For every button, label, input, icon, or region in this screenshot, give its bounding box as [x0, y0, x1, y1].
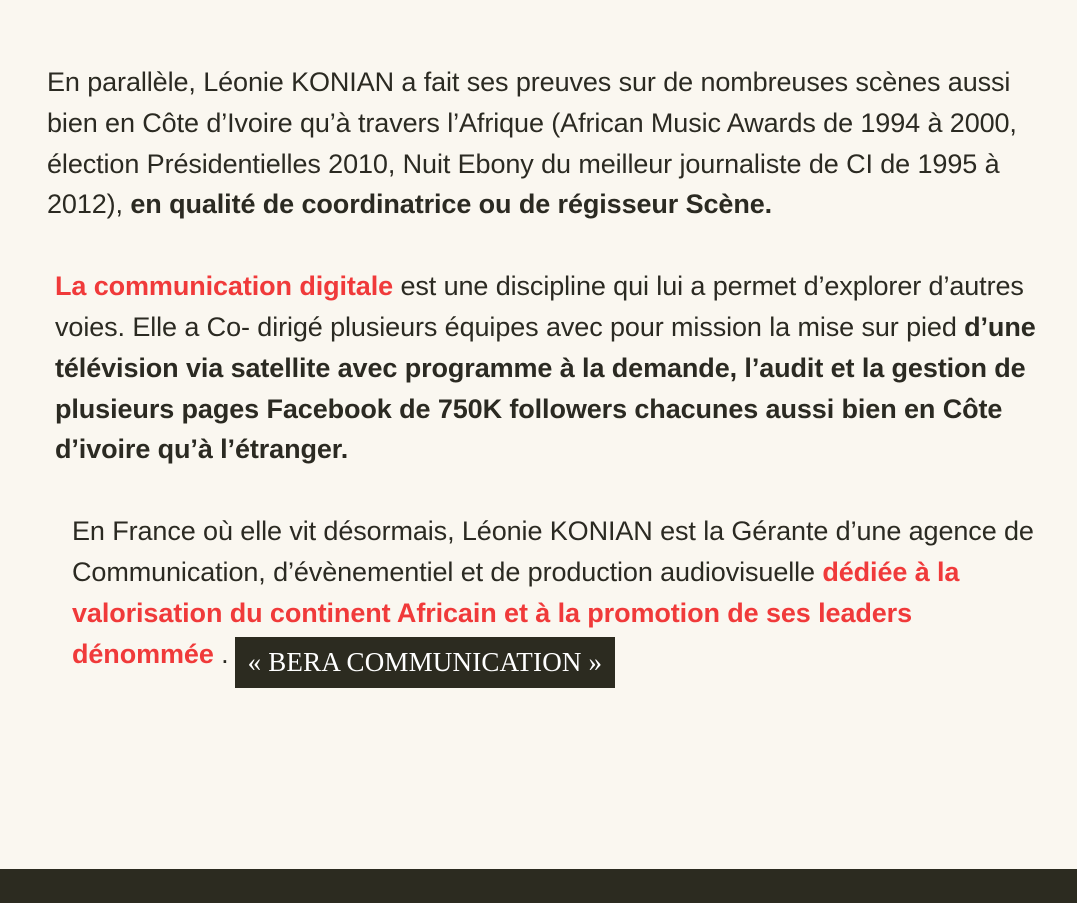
paragraph-digital-communication	[47, 266, 1047, 470]
highlight-digital-communication: La communication digitale	[55, 271, 394, 302]
paragraph-france-agency	[47, 511, 1047, 687]
sentence-dot: .	[213, 638, 229, 669]
footer-bar	[0, 869, 1077, 903]
paragraph-text: En parallèle, Léonie KONIAN a fait ses preuves sur de nombreuses scènes aussi bien en Côte d’Ivoire qu’à travers l’Afrique (African Music Awards de 1994 à 2000, élection Présidentielles 2010, Nuit Ebony du meilleur journaliste de CI de 1995 à 2012),	[47, 67, 1017, 220]
paragraph-text: En France où elle vit désormais, Léonie KONIAN est la Gérante d’une agence de Communication, d’évènementiel et de production audiovisuelle	[72, 516, 1034, 587]
agency-name-badge: « BERA COMMUNICATION »	[235, 637, 616, 688]
article-body	[47, 62, 1047, 688]
paragraph-stage-experience	[47, 62, 1047, 225]
paragraph-text: est une discipline qui lui a permet d’explorer d’autres voies. Elle a Co- dirigé plusieurs équipes avec pour mission la mise sur pied	[55, 271, 1024, 342]
highlight-agency-mission: dédiée à la valorisation du continent Africain et à la promotion de ses leaders dénommée	[72, 556, 960, 669]
paragraph-bold-text: en qualité de coordinatrice ou de régisseur Scène.	[130, 189, 773, 220]
paragraph-bold-text: d’une télévision via satellite avec programme à la demande, l’audit et la gestion de plusieurs pages Facebook de 750K followers chacunes aussi bien en Côte d’ivoire qu’à l’étranger.	[55, 311, 1036, 465]
